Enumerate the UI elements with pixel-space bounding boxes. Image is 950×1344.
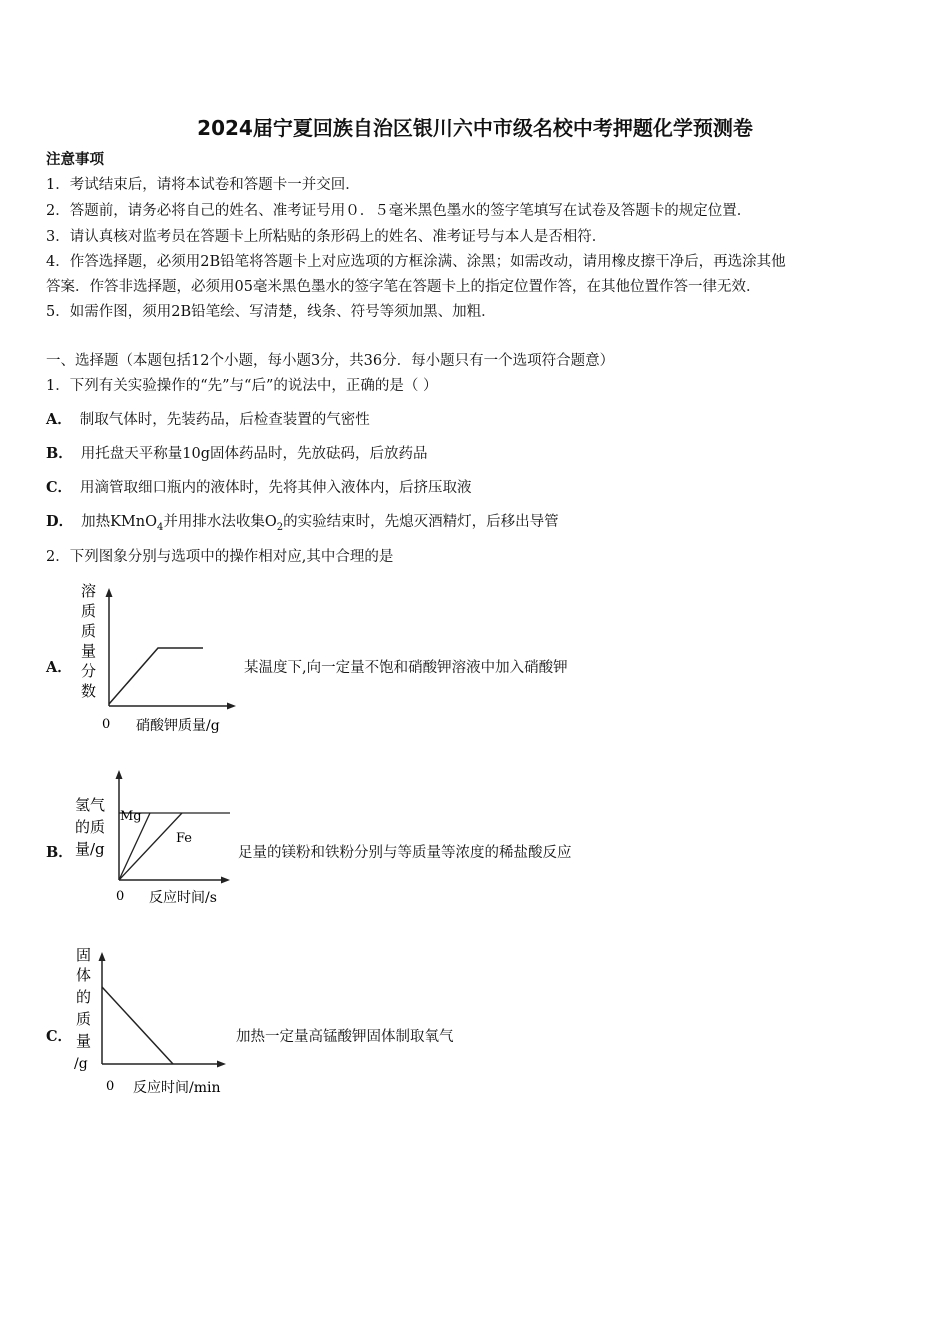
svg-text:/g: /g — [74, 1056, 88, 1072]
y-axis-arrow — [99, 952, 106, 961]
graph-b-series-fe: Fe — [176, 831, 193, 846]
question-2-option-c-text: 加热一定量高锰酸钾固体制取氧气 — [236, 1029, 454, 1045]
graph-c — [70, 942, 245, 1102]
x-axis-arrow — [217, 1061, 226, 1068]
option-letter: C． — [46, 479, 73, 496]
svg-text:量/g: 量/g — [75, 840, 105, 858]
question-1-option-c[interactable] — [46, 478, 472, 498]
graph-c-origin: 0 — [106, 1079, 115, 1094]
svg-text:溶: 溶 — [81, 582, 97, 600]
svg-text:的: 的 — [76, 988, 92, 1006]
notice-item: 5．如需作图，须用2B铅笔绘、写清楚，线条、符号等须加黑、加粗． — [46, 304, 496, 320]
question-2-option-b-letter[interactable]: B． — [46, 844, 73, 861]
graph-b — [72, 764, 242, 914]
question-1-stem: 1．下列有关实验操作的“先”与“后”的说法中，正确的是（ ） — [46, 378, 438, 394]
question-2-option-a-letter[interactable]: A． — [46, 659, 72, 676]
question-2-option-b-text: 足量的镁粉和铁粉分别与等质量等浓度的稀盐酸反应 — [238, 845, 572, 861]
question-1-option-d[interactable] — [46, 512, 559, 538]
graph-a-ylabel — [81, 582, 96, 700]
notice-item: 1．考试结束后，请将本试卷和答题卡一并交回． — [46, 177, 360, 193]
notice-item: 答案．作答非选择题，必须用05毫米黑色墨水的签字笔在答题卡上的指定位置作答，在其他位置作答一律无效． — [46, 279, 761, 295]
svg-text:质: 质 — [81, 622, 97, 640]
graph-b-origin: 0 — [116, 889, 125, 904]
section-heading: 一、选择题（本题包括12个小题，每小题3分，共36分．每小题只有一个选项符合题意） — [46, 353, 615, 369]
graph-a-curve — [109, 648, 203, 704]
svg-text:数: 数 — [81, 682, 97, 700]
svg-text:的质: 的质 — [75, 818, 106, 836]
option-text: 用滴管取细口瓶内的液体时，先将其伸入液体内，后挤压取液 — [80, 480, 472, 496]
question-1-option-b[interactable] — [46, 444, 428, 464]
option-letter: A． — [46, 411, 72, 428]
graph-b-ylabel — [75, 796, 105, 858]
notice-item: 4．作答选择题，必须用2B铅笔将答题卡上对应选项的方框涂满、涂黑；如需改动，请用橡皮擦干净后，再选涂其他 — [46, 254, 786, 270]
question-2-option-a-text: 某温度下,向一定量不饱和硝酸钾溶液中加入硝酸钾 — [244, 660, 568, 676]
y-axis-arrow — [106, 588, 113, 597]
option-text: 加热KMnO$_4$并用排水法收集$O_2$的实验结束时，先熄灭酒精灯，后移出导管 — [81, 514, 559, 533]
svg-text:体: 体 — [76, 966, 92, 984]
option-text: 制取气体时，先装药品，后检查装置的气密性 — [79, 412, 370, 428]
question-1-option-a[interactable] — [46, 410, 370, 430]
option-letter: D． — [46, 513, 74, 530]
svg-text:量: 量 — [81, 642, 97, 660]
option-text: 用托盘天平称量10g固体药品时，先放砝码，后放药品 — [80, 446, 428, 462]
svg-text:分: 分 — [81, 662, 97, 680]
graph-b-series-mg: Mg — [120, 809, 142, 824]
x-axis-arrow — [221, 877, 230, 884]
notice-heading: 注意事项 — [46, 151, 104, 168]
question-2-stem: 2．下列图象分别与选项中的操作相对应,其中合理的是 — [46, 549, 394, 565]
graph-c-xlabel: 反应时间/min — [133, 1080, 221, 1096]
graph-c-ylabel — [74, 946, 91, 1072]
notice-item: 3．请认真核对监考员在答题卡上所粘贴的条形码上的姓名、准考证号与本人是否相符． — [46, 229, 607, 245]
x-axis-arrow — [227, 703, 236, 710]
svg-text:固: 固 — [76, 946, 92, 964]
svg-text:量: 量 — [76, 1032, 92, 1050]
option-letter: B． — [46, 445, 73, 462]
svg-text:质: 质 — [76, 1010, 92, 1028]
question-2-option-c-letter[interactable]: C． — [46, 1028, 73, 1045]
notice-item: 2．答题前，请务必将自己的姓名、准考证号用０．５毫米黑色墨水的签字笔填写在试卷及答题卡的规定位置． — [46, 203, 752, 219]
svg-text:质: 质 — [81, 602, 97, 620]
page-title: 2024届宁夏回族自治区银川六中市级名校中考押题化学预测卷 — [197, 116, 753, 140]
svg-text:氢气: 氢气 — [75, 796, 106, 814]
graph-a-xlabel: 硝酸钾质量/g — [136, 718, 220, 734]
graph-a — [76, 580, 241, 740]
graph-b-xlabel: 反应时间/s — [149, 890, 217, 906]
graph-c-curve — [102, 987, 173, 1064]
y-axis-arrow — [116, 770, 123, 779]
graph-a-origin: 0 — [102, 717, 111, 732]
